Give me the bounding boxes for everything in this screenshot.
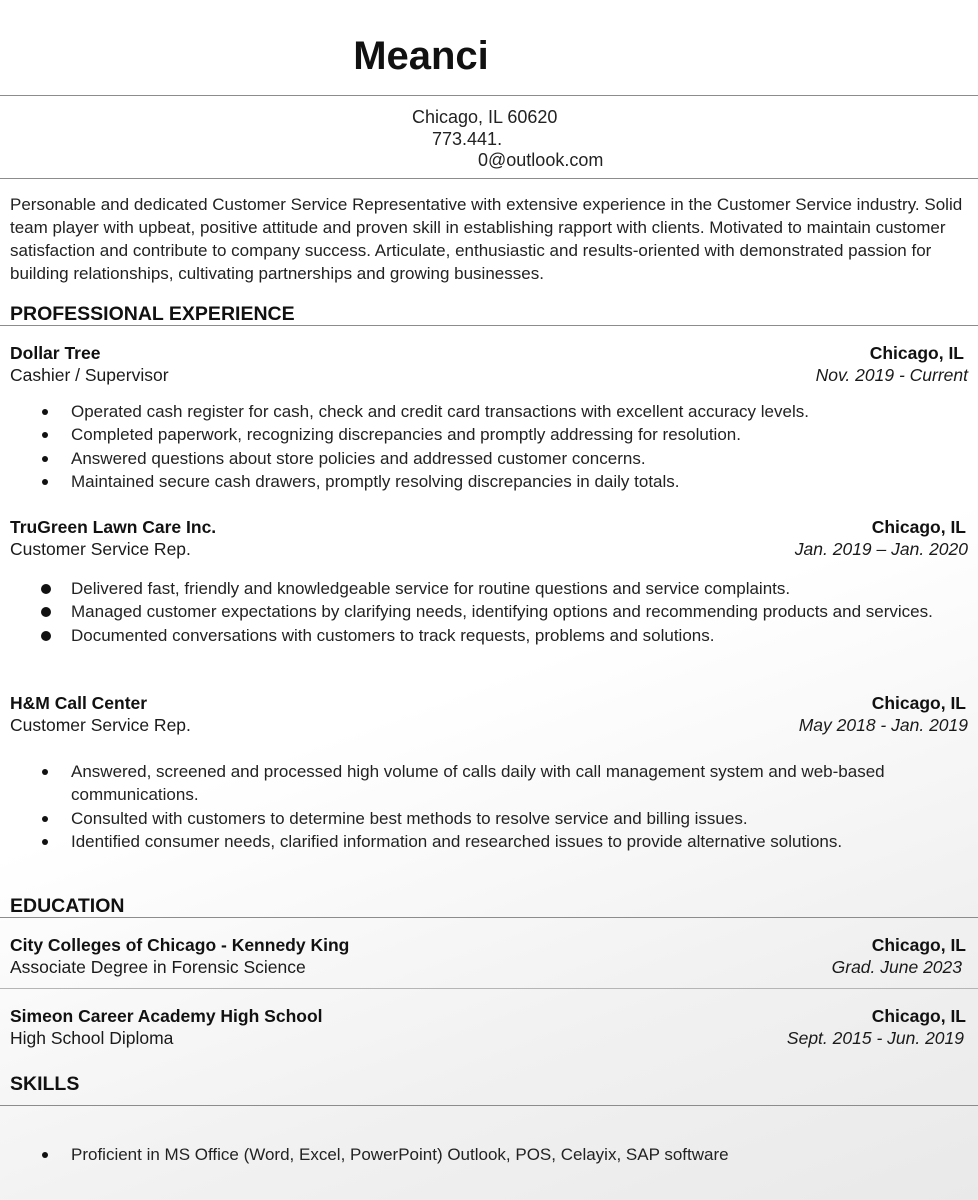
job-location: Chicago, IL bbox=[869, 343, 964, 363]
bullet-icon bbox=[42, 479, 48, 485]
contact-address: Chicago, IL 60620 bbox=[412, 107, 558, 127]
list-item: Delivered fast, friendly and knowledgeable service for routine questions and service complaints. bbox=[40, 577, 968, 600]
contact-divider bbox=[0, 178, 978, 179]
bullet-icon bbox=[41, 584, 51, 594]
job-company: TruGreen Lawn Care Inc. bbox=[10, 517, 217, 537]
job-dates: Nov. 2019 - Current bbox=[815, 365, 968, 385]
job-subheader-row bbox=[10, 539, 968, 561]
bullet-icon bbox=[42, 839, 48, 845]
job-dates: Jan. 2019 – Jan. 2020 bbox=[794, 539, 968, 559]
bullet-icon bbox=[42, 432, 48, 438]
job-role: Customer Service Rep. bbox=[10, 715, 191, 735]
list-item: Identified consumer needs, clarified information and researched issues to provide alternative solutions. bbox=[40, 830, 968, 853]
list-item: Documented conversations with customers to track requests, problems and solutions. bbox=[40, 624, 968, 647]
job-role: Customer Service Rep. bbox=[10, 539, 191, 559]
school-subheader-row bbox=[10, 957, 968, 979]
education-entry-divider bbox=[0, 988, 978, 989]
experience-divider bbox=[0, 325, 978, 326]
school-header-row bbox=[10, 935, 968, 957]
school-degree: Associate Degree in Forensic Science bbox=[10, 957, 306, 977]
school-dates: Grad. June 2023 bbox=[831, 957, 962, 977]
list-item: Answered, screened and processed high volume of calls daily with call management system and web-based communications. bbox=[40, 760, 968, 807]
skills-bullet-list bbox=[40, 1143, 968, 1166]
list-item: Operated cash register for cash, check and credit card transactions with excellent accuracy levels. bbox=[40, 400, 968, 423]
job-company: Dollar Tree bbox=[10, 343, 101, 363]
job-bullet-list bbox=[40, 577, 968, 647]
header-divider bbox=[0, 95, 978, 96]
section-title-education: EDUCATION bbox=[10, 895, 125, 917]
school-location: Chicago, IL bbox=[871, 935, 966, 955]
school-name: Simeon Career Academy High School bbox=[10, 1006, 323, 1026]
school-header-row bbox=[10, 1006, 968, 1028]
job-location: Chicago, IL bbox=[871, 517, 966, 537]
section-title-experience: PROFESSIONAL EXPERIENCE bbox=[10, 303, 295, 325]
job-dates: May 2018 - Jan. 2019 bbox=[798, 715, 968, 735]
job-subheader-row bbox=[10, 365, 968, 387]
education-divider bbox=[0, 917, 978, 918]
bullet-icon bbox=[41, 607, 51, 617]
skills-divider bbox=[0, 1105, 978, 1106]
section-title-skills: SKILLS bbox=[10, 1073, 80, 1095]
list-item: Managed customer expectations by clarifying needs, identifying options and recommending products and services. bbox=[40, 600, 968, 623]
school-degree: High School Diploma bbox=[10, 1028, 174, 1048]
bullet-icon bbox=[42, 769, 48, 775]
professional-summary: Personable and dedicated Customer Service Representative with extensive experience in the Customer Service industry. Solid team player with upbeat, positive attitude and proven skill in establishing rapport with clients. Motivated to maintain customer satisfaction and contribute to company success. Articulate, enthusiastic and results-oriented with demonstrated passion for building relationships, cultivating partnerships and growing businesses. bbox=[10, 195, 963, 283]
job-location: Chicago, IL bbox=[871, 693, 966, 713]
job-header-row bbox=[10, 693, 968, 715]
school-subheader-row bbox=[10, 1028, 968, 1050]
list-item: Maintained secure cash drawers, promptly resolving discrepancies in daily totals. bbox=[40, 470, 968, 493]
bullet-icon bbox=[42, 1152, 48, 1158]
list-item: Answered questions about store policies and addressed customer concerns. bbox=[40, 447, 968, 470]
school-location: Chicago, IL bbox=[871, 1006, 966, 1026]
job-bullet-list bbox=[40, 760, 968, 853]
candidate-name: Meanci bbox=[353, 34, 489, 78]
contact-email: 0@outlook.com bbox=[478, 150, 604, 170]
list-item: Completed paperwork, recognizing discrepancies and promptly addressing for resolution. bbox=[40, 423, 968, 446]
job-role: Cashier / Supervisor bbox=[10, 365, 169, 385]
job-company: H&M Call Center bbox=[10, 693, 148, 713]
bullet-icon bbox=[42, 816, 48, 822]
bullet-icon bbox=[41, 631, 51, 641]
school-dates: Sept. 2015 - Jun. 2019 bbox=[786, 1028, 964, 1048]
job-bullet-list bbox=[40, 400, 968, 493]
job-subheader-row bbox=[10, 715, 968, 737]
job-header-row bbox=[10, 343, 968, 365]
bullet-icon bbox=[42, 456, 48, 462]
list-item: Proficient in MS Office (Word, Excel, PowerPoint) Outlook, POS, Celayix, SAP software bbox=[40, 1143, 968, 1166]
list-item: Consulted with customers to determine best methods to resolve service and billing issues. bbox=[40, 807, 968, 830]
bullet-icon bbox=[42, 409, 48, 415]
school-name: City Colleges of Chicago - Kennedy King bbox=[10, 935, 350, 955]
contact-phone: 773.441. bbox=[432, 129, 503, 149]
job-header-row bbox=[10, 517, 968, 539]
